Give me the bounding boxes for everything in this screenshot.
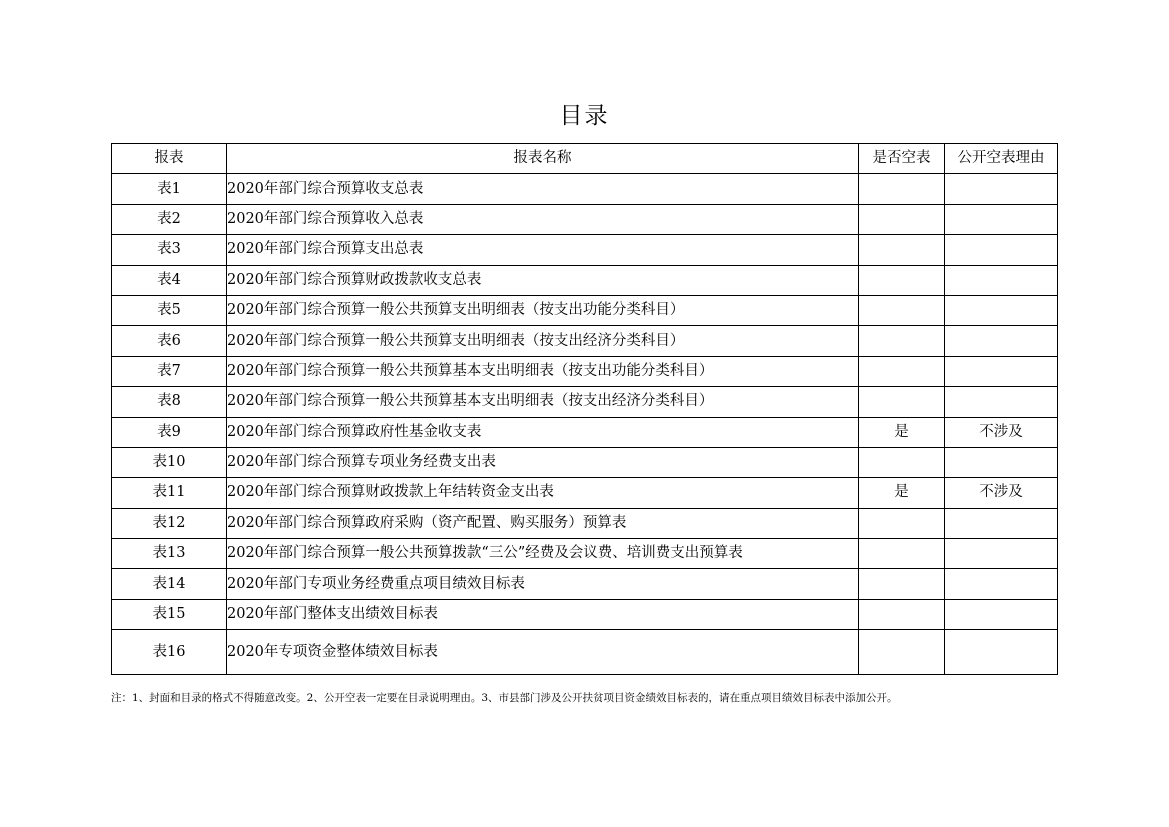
page-title: 目录	[559, 103, 610, 129]
table-row	[112, 356, 1058, 386]
report-name-cell: 2020年部门综合预算一般公共预算支出明细表（按支出经济分类科目）	[227, 326, 859, 356]
empty-reason-cell	[945, 387, 1058, 417]
table-row	[112, 326, 1058, 356]
empty-reason-cell	[945, 630, 1058, 675]
empty-reason-cell	[945, 174, 1058, 204]
empty-reason-cell	[945, 235, 1058, 265]
empty-reason-cell	[945, 569, 1058, 599]
footnote: 注：1、封面和目录的格式不得随意改变。2、公开空表一定要在目录说明理由。3、市县部门涉及公开扶贫项目资金绩效目标表的，请在重点项目绩效目标表中添加公开。	[111, 692, 898, 704]
table-row	[112, 235, 1058, 265]
report-no-cell: 表1	[112, 174, 227, 204]
report-name-cell: 2020年部门综合预算一般公共预算支出明细表（按支出功能分类科目）	[227, 295, 859, 325]
report-name-cell: 2020年部门综合预算政府性基金收支表	[227, 417, 859, 447]
is-empty-cell	[859, 387, 945, 417]
is-empty-cell	[859, 539, 945, 569]
report-name-cell: 2020年部门专项业务经费重点项目绩效目标表	[227, 569, 859, 599]
header-report-name: 报表名称	[227, 144, 859, 174]
header-is-empty: 是否空表	[859, 144, 945, 174]
report-no-cell: 表4	[112, 265, 227, 295]
empty-reason-cell	[945, 508, 1058, 538]
report-name-cell: 2020年部门整体支出绩效目标表	[227, 599, 859, 629]
empty-reason-cell	[945, 295, 1058, 325]
table-row	[112, 417, 1058, 447]
table-row	[112, 630, 1058, 675]
table-header-row	[112, 144, 1058, 174]
report-no-cell: 表3	[112, 235, 227, 265]
is-empty-cell	[859, 326, 945, 356]
report-name-cell: 2020年专项资金整体绩效目标表	[227, 630, 859, 675]
is-empty-cell	[859, 630, 945, 675]
table-row	[112, 447, 1058, 477]
table-of-contents	[111, 143, 1058, 675]
report-name-cell: 2020年部门综合预算政府采购（资产配置、购买服务）预算表	[227, 508, 859, 538]
table-body	[112, 174, 1058, 675]
report-name-cell: 2020年部门综合预算支出总表	[227, 235, 859, 265]
table-row	[112, 508, 1058, 538]
empty-reason-cell	[945, 326, 1058, 356]
table-row	[112, 569, 1058, 599]
table-row	[112, 204, 1058, 234]
is-empty-cell: 是	[859, 478, 945, 508]
report-no-cell: 表10	[112, 447, 227, 477]
table-row	[112, 599, 1058, 629]
empty-reason-cell	[945, 204, 1058, 234]
table-row	[112, 174, 1058, 204]
is-empty-cell	[859, 599, 945, 629]
report-name-cell: 2020年部门综合预算财政拨款收支总表	[227, 265, 859, 295]
report-no-cell: 表8	[112, 387, 227, 417]
empty-reason-cell	[945, 356, 1058, 386]
is-empty-cell: 是	[859, 417, 945, 447]
empty-reason-cell: 不涉及	[945, 478, 1058, 508]
report-no-cell: 表11	[112, 478, 227, 508]
report-no-cell: 表13	[112, 539, 227, 569]
header-empty-reason: 公开空表理由	[945, 144, 1058, 174]
report-no-cell: 表12	[112, 508, 227, 538]
table-row	[112, 265, 1058, 295]
report-name-cell: 2020年部门综合预算收入总表	[227, 204, 859, 234]
table-row	[112, 387, 1058, 417]
report-name-cell: 2020年部门综合预算财政拨款上年结转资金支出表	[227, 478, 859, 508]
report-no-cell: 表16	[112, 630, 227, 675]
report-name-cell: 2020年部门综合预算专项业务经费支出表	[227, 447, 859, 477]
report-name-cell: 2020年部门综合预算收支总表	[227, 174, 859, 204]
header-report-no: 报表	[112, 144, 227, 174]
is-empty-cell	[859, 235, 945, 265]
report-no-cell: 表14	[112, 569, 227, 599]
is-empty-cell	[859, 174, 945, 204]
is-empty-cell	[859, 508, 945, 538]
report-no-cell: 表7	[112, 356, 227, 386]
report-no-cell: 表2	[112, 204, 227, 234]
report-no-cell: 表15	[112, 599, 227, 629]
report-name-cell: 2020年部门综合预算一般公共预算基本支出明细表（按支出功能分类科目）	[227, 356, 859, 386]
empty-reason-cell	[945, 599, 1058, 629]
is-empty-cell	[859, 569, 945, 599]
is-empty-cell	[859, 356, 945, 386]
table-row	[112, 295, 1058, 325]
is-empty-cell	[859, 204, 945, 234]
table-row	[112, 539, 1058, 569]
is-empty-cell	[859, 447, 945, 477]
empty-reason-cell: 不涉及	[945, 417, 1058, 447]
report-no-cell: 表6	[112, 326, 227, 356]
report-no-cell: 表5	[112, 295, 227, 325]
is-empty-cell	[859, 265, 945, 295]
table-row	[112, 478, 1058, 508]
report-name-cell: 2020年部门综合预算一般公共预算拨款“三公”经费及会议费、培训费支出预算表	[227, 539, 859, 569]
empty-reason-cell	[945, 265, 1058, 295]
empty-reason-cell	[945, 539, 1058, 569]
empty-reason-cell	[945, 447, 1058, 477]
report-no-cell: 表9	[112, 417, 227, 447]
report-name-cell: 2020年部门综合预算一般公共预算基本支出明细表（按支出经济分类科目）	[227, 387, 859, 417]
is-empty-cell	[859, 295, 945, 325]
